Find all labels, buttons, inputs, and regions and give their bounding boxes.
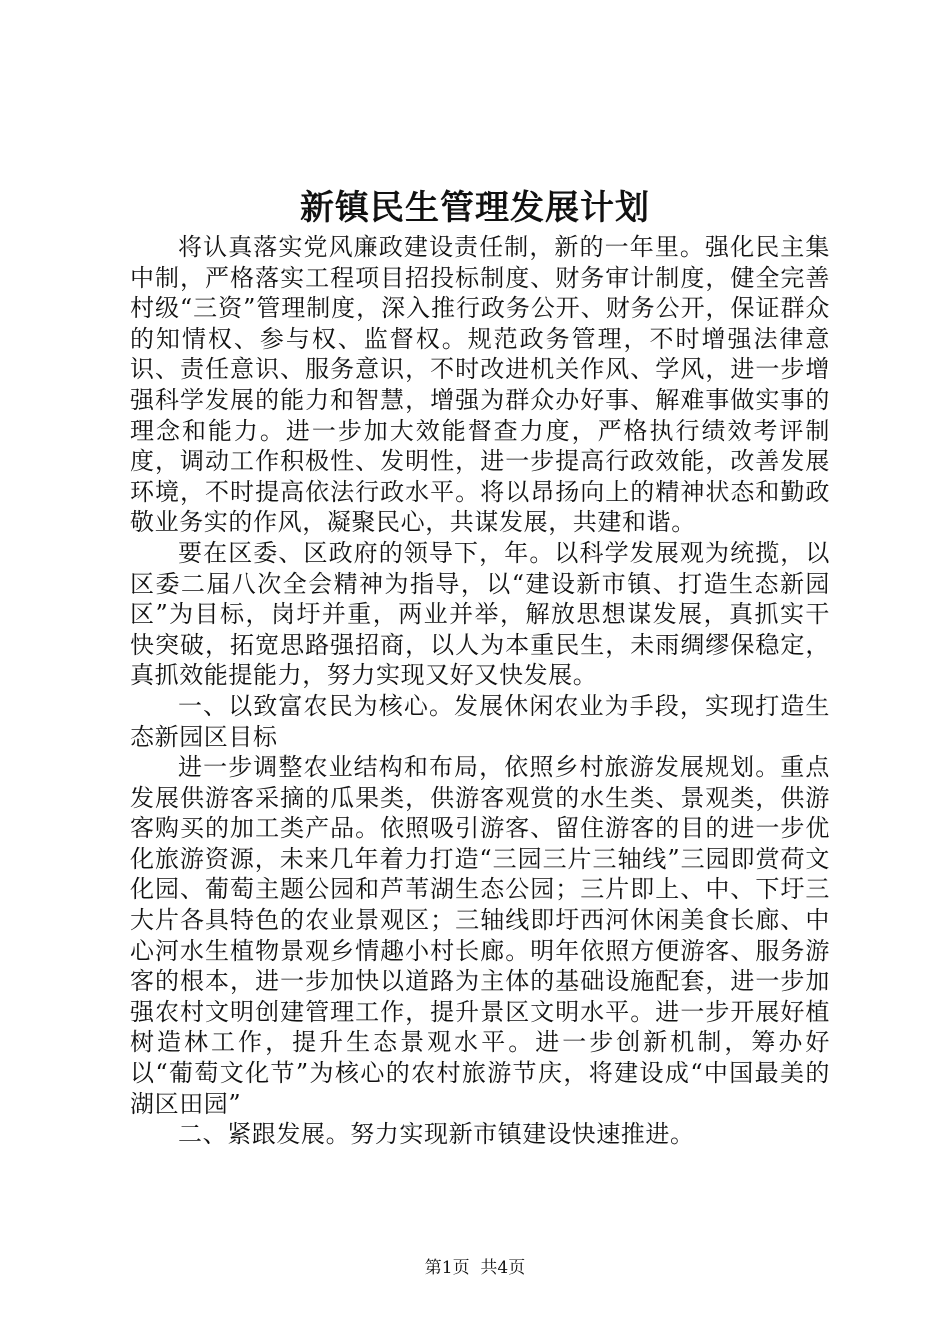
section-heading-1: 一、以致富农民为核心。发展休闲农业为手段，实现打造生态新园区目标 xyxy=(130,691,830,751)
page-footer xyxy=(0,1256,950,1280)
paragraph-1: 将认真落实党风廉政建设责任制，新的一年里。强化民主集中制，严格落实工程项目招投标制度、财务审计制度，健全完善村级“三资”管理制度，深入推行政务公开、财务公开，保证群众的知情权、参与权、监督权。规范政务管理，不时增强法律意识、责任意识、服务意识，不时改进机关作风、学风，进一步增强科学发展的能力和智慧，增强为群众办好事、解难事做实事的理念和能力。进一步加大效能督查力度，严格执行绩效考评制度，调动工作积极性、发明性，进一步提高行政效能，改善发展环境，不时提高依法行政水平。将以昂扬向上的精神状态和勤政敬业务实的作风，凝聚民心，共谋发展，共建和谐。 xyxy=(130,233,830,537)
page-number: 第1页 xyxy=(424,1258,470,1278)
page-total: 共4页 xyxy=(480,1258,526,1278)
document-body xyxy=(130,232,830,1150)
footer-separator xyxy=(470,1258,481,1278)
paragraph-2: 要在区委、区政府的领导下，年。以科学发展观为统揽，以区委二届八次全会精神为指导，以“建设新市镇、打造生态新园区”为目标，岗圩并重，两业并举，解放思想谋发展，真抓实干快突破，拓宽思路强招商，以人为本重民生，未雨绸缪保稳定，真抓效能提能力，努力实现又好又快发展。 xyxy=(130,538,830,690)
section-heading-2: 二、紧跟发展。努力实现新市镇建设快速推进。 xyxy=(178,1120,695,1149)
document-title: 新镇民生管理发展计划 xyxy=(300,188,650,228)
paragraph-3: 进一步调整农业结构和布局，依照乡村旅游发展规划。重点发展供游客采摘的瓜果类，供游客观赏的水生类、景观类，供游客购买的加工类产品。依照吸引游客、留住游客的目的进一步优化旅游资源，未来几年着力打造“三园三片三轴线”三园即赏荷文化园、葡萄主题公园和芦苇湖生态公园；三片即上、中、下圩三大片各具特色的农业景观区；三轴线即圩西河休闲美食长廊、中心河水生植物景观乡情趣小村长廊。明年依照方便游客、服务游客的根本，进一步加快以道路为主体的基础设施配套，进一步加强农村文明创建管理工作，提升景区文明水平。进一步开展好植树造林工作，提升生态景观水平。进一步创新机制，筹办好以“葡萄文化节”为核心的农村旅游节庆，将建设成“中国最美的湖区田园” xyxy=(130,753,830,1118)
